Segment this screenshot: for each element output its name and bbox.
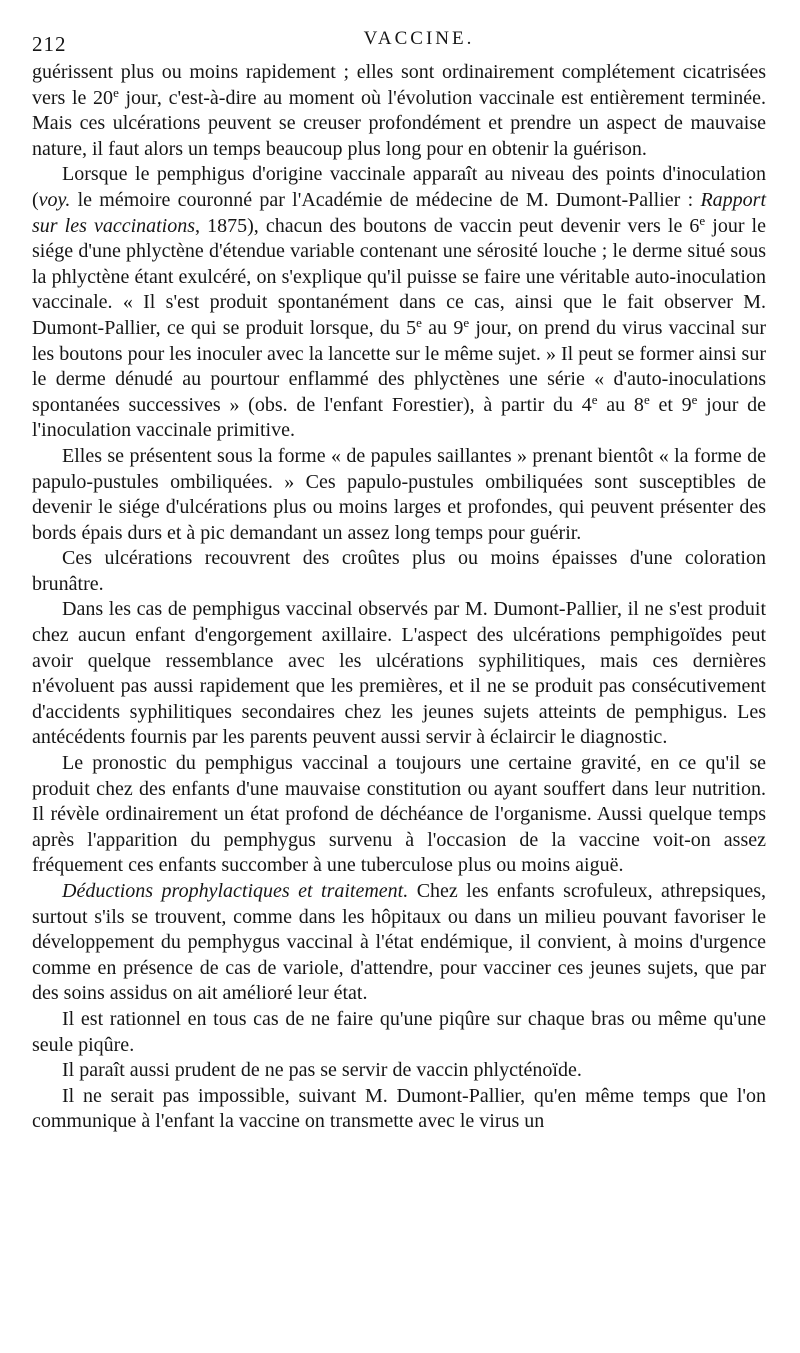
body-text	[32, 60, 766, 1135]
paragraph: Il ne serait pas impossible, suivant M. Dumont-Pallier, qu'en même temps que l'on communique à l'enfant la vaccine on transmette avec le virus un	[32, 1084, 766, 1133]
page-number: 212	[32, 32, 67, 56]
paragraph: Déductions prophylactiques et traitement. Chez les enfants scrofuleux, athrepsiques, surtout s'ils se trouvent, comme dans les hôpitaux ou dans un milieu pouvant favoriser le développement du pemphygus vaccinal à l'état endémique, il convient, à moins d'urgence comme en présence de cas de variole, d'attendre, pour vacciner ces jeunes sujets, que par des soins assidus on ait amélioré leur état.	[32, 880, 767, 1005]
paragraph: Il est rationnel en tous cas de ne faire qu'une piqûre sur chaque bras ou même qu'une seule piqûre.	[32, 1007, 766, 1056]
paragraph: Ces ulcérations recouvrent des croûtes plus ou moins épaisses d'une coloration brunâtre.	[32, 547, 766, 595]
paragraph: Il paraît aussi prudent de ne pas se servir de vaccin phlycténoïde.	[62, 1059, 582, 1082]
paragraph: Le pronostic du pemphigus vaccinal a toujours une certaine gravité, en ce qu'il se produit chez des enfants d'une mauvaise constitution ou ayant souffert dans leur nutrition. Il révèle ordinairement un état profond de déchéance de l'organisme. Aussi quelque temps après l'apparition du pemphygus survenu à l'occasion de la vaccine voit-on assez fréquement ces enfants succomber à une tuberculose plus ou moins aiguë.	[32, 752, 766, 877]
running-title: VACCINE.	[363, 28, 475, 49]
paragraph: Dans les cas de pemphigus vaccinal observés par M. Dumont-Pallier, il ne s'est produit chez aucun enfant d'engorgement axillaire. L'aspect des ulcérations pemphigoïdes peut avoir quelque ressemblance avec les ulcérations syphilitiques, mais ces dernières n'évoluent pas aussi rapidement que les premières, et il ne se produit pas consécutivement d'accidents syphilitiques secondaires chez les jeunes sujets atteints de pemphigus. Les antécédents fournis par les parents peuvent aussi servir à éclaircir le diagnostic.	[32, 598, 766, 749]
running-head	[32, 22, 766, 60]
paragraph: guérissent plus ou moins rapidement ; elles sont ordinairement complétement cicatrisées vers le 20e jour, c'est-à-dire au moment où l'évolution vaccinale est entièrement terminée. Mais ces ulcérations peuvent se creuser profondément et prendre un aspect de mauvaise nature, il faut alors un temps beaucoup plus long pour en obtenir la guérison.	[32, 61, 766, 160]
paragraph: Elles se présentent sous la forme « de papules saillantes » prenant bientôt « la forme de papulo-pustules ombiliquées. » Ces papulo-pustules ombiliquées sont susceptibles de devenir le siége d'ulcérations plus ou moins larges et profondes, qui peuvent présenter des bords épais durs et à pic demandant un assez long temps pour guérir.	[32, 444, 766, 544]
paragraph: Lorsque le pemphigus d'origine vaccinale apparaît au niveau des points d'inoculation (voy. le mémoire couronné par l'Académie de médecine de M. Dumont-Pallier : Rapport sur les vaccinations, 1875), chacun des boutons de vaccin peut devenir vers le 6e jour le siége d'une phlyctène d'étendue variable contenant une sérosité louche ; le derme situé sous la phlyctène étant exulcéré, on s'explique qu'il puisse se faire une véritable auto-inoculation vaccinale. « Il s'est produit spontanément dans ce cas, ainsi que le fait observer M. Dumont-Pallier, ce qui se produit lorsque, du 5e au 9e jour, on prend du virus vaccinal sur les boutons pour les inoculer avec la lancette sur le même sujet. » Il peut se former ainsi sur le derme dénudé au pourtour enflammé des phlyctènes une série « d'auto-inoculations spontanées successives » (obs. de l'enfant Forestier), à partir du 4e au 8e et 9e jour de l'inoculation vaccinale primitive.	[32, 163, 767, 442]
